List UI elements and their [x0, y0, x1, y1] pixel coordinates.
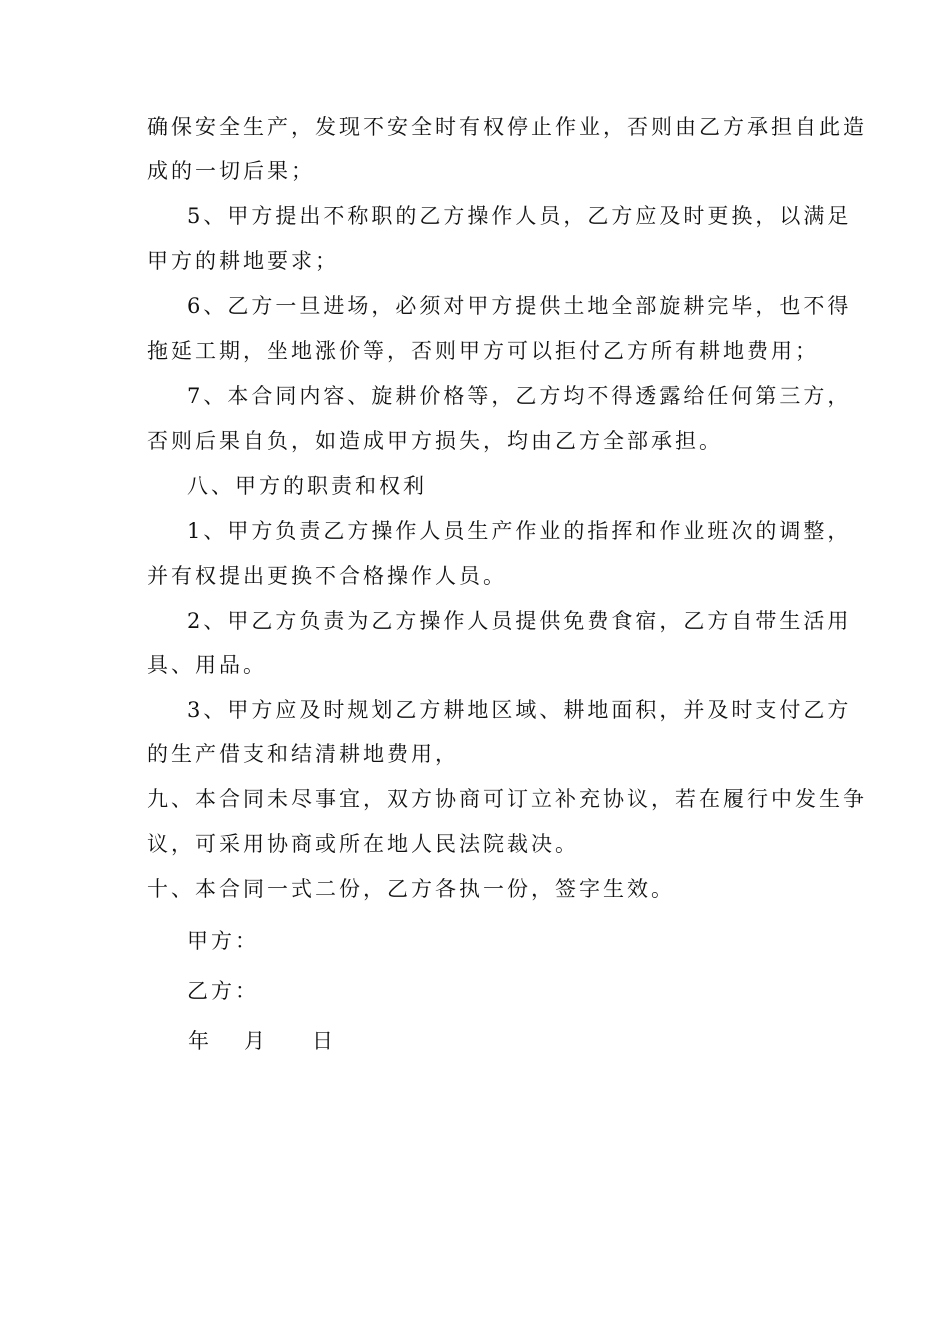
- clause-6-cont: 拖延工期，坐地涨价等，否则甲方可以拒付乙方所有耕地费用；: [147, 339, 819, 363]
- section-9-cont: 议，可采用协商或所在地人民法院裁决。: [147, 832, 579, 856]
- clause-6: 6、乙方一旦进场，必须对甲方提供土地全部旋耕完毕，也不得: [187, 294, 852, 318]
- clause-8-1: 1、甲方负责乙方操作人员生产作业的指挥和作业班次的调整，: [187, 519, 852, 543]
- party-a-label: 甲方：: [187, 929, 259, 953]
- date-month-label: 月: [244, 1029, 268, 1053]
- date-day-label: 日: [312, 1029, 336, 1053]
- clause-8-3: 3、甲方应及时规划乙方耕地区域、耕地面积，并及时支付乙方: [187, 698, 852, 722]
- text-line-2: 成的一切后果；: [147, 159, 315, 183]
- clause-8-2: 2、甲乙方负责为乙方操作人员提供免费食宿，乙方自带生活用: [187, 609, 852, 633]
- clause-5: 5、甲方提出不称职的乙方操作人员，乙方应及时更换，以满足: [187, 204, 852, 228]
- clause-7-cont: 否则后果自负，如造成甲方损失，均由乙方全部承担。: [147, 429, 723, 453]
- date-year-label: 年: [188, 1029, 212, 1053]
- text-line-1: 确保安全生产，发现不安全时有权停止作业，否则由乙方承担自此造: [147, 115, 867, 139]
- clause-7: 7、本合同内容、旋耕价格等，乙方均不得透露给任何第三方，: [187, 384, 852, 408]
- clause-8-2-cont: 具、用品。: [147, 653, 267, 677]
- section-9: 九、本合同未尽事宜，双方协商可订立补充协议，若在履行中发生争: [147, 787, 867, 811]
- party-b-label: 乙方：: [187, 979, 259, 1003]
- clause-8-1-cont: 并有权提出更换不合格操作人员。: [147, 564, 507, 588]
- clause-5-cont: 甲方的耕地要求；: [147, 249, 339, 273]
- section-10: 十、本合同一式二份，乙方各执一份，签字生效。: [147, 877, 675, 901]
- section-heading-8: 八、甲方的职责和权利: [187, 474, 427, 498]
- clause-8-3-cont: 的生产借支和结清耕地费用，: [147, 742, 459, 766]
